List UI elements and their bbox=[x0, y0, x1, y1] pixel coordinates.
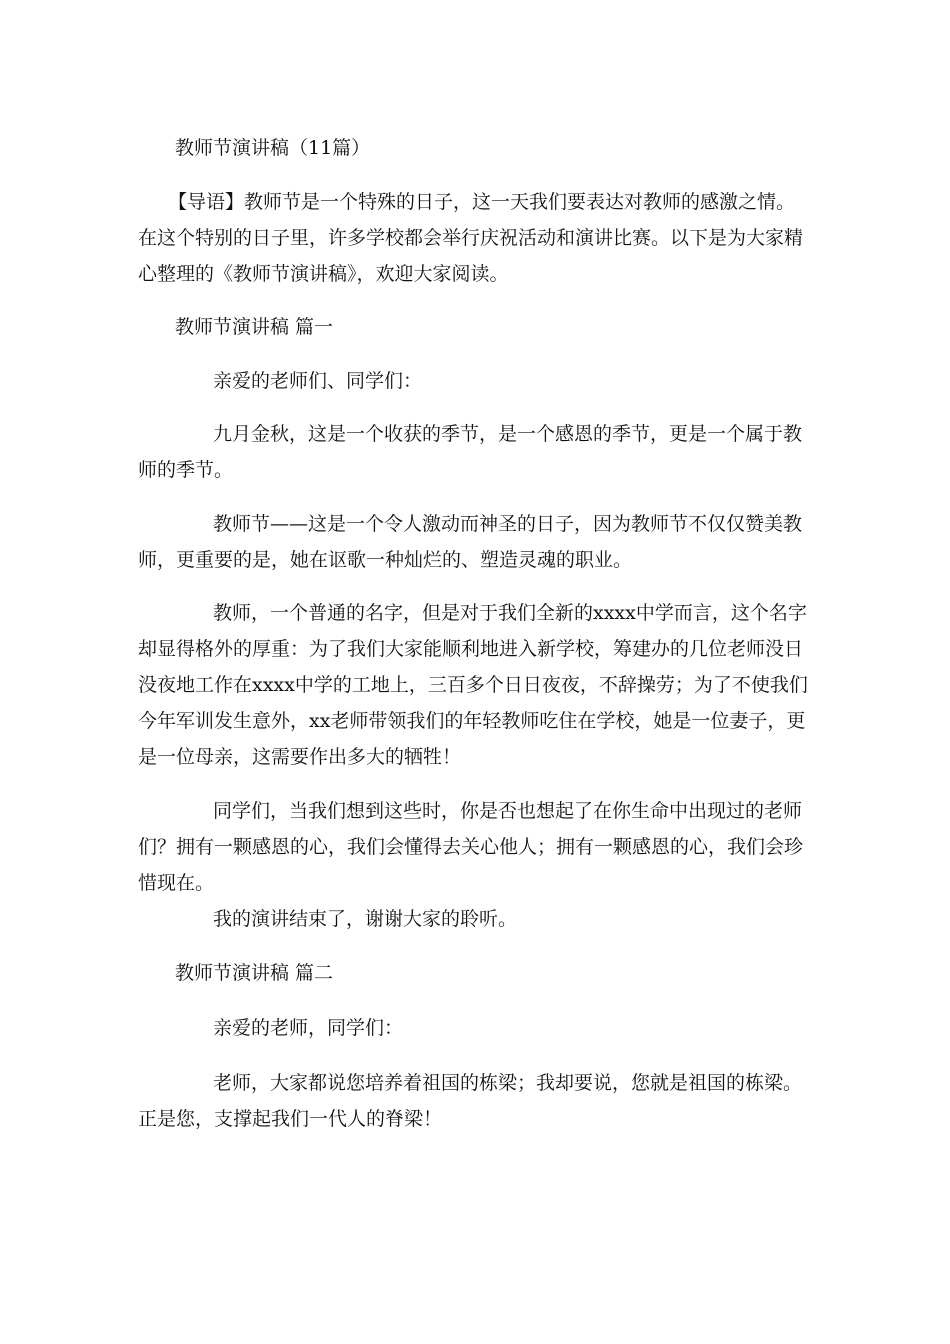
paragraph-line: 师，更重要的是，她在讴歌一种灿烂的、塑造灵魂的职业。 bbox=[138, 549, 633, 571]
paragraph-line: 教师节——这是一个令人激动而神圣的日子，因为教师节不仅仅赞美教 bbox=[213, 513, 803, 535]
paragraph-line: 老师，大家都说您培养着祖国的栋梁；我却要说，您就是祖国的栋梁。 bbox=[213, 1072, 803, 1094]
paragraph-line: 正是您，支撑起我们一代人的脊梁！ bbox=[138, 1108, 443, 1130]
document-title: 教师节演讲稿（11篇） bbox=[175, 137, 371, 159]
paragraph-line: 没夜地工作在xxxx中学的工地上，三百多个日日夜夜，不辞操劳；为了不使我们 bbox=[138, 674, 808, 696]
paragraph-line: 师的季节。 bbox=[138, 459, 234, 481]
paragraph-line: 同学们，当我们想到这些时，你是否也想起了在你生命中出现过的老师 bbox=[213, 800, 803, 822]
section-heading: 教师节演讲稿 篇一 bbox=[175, 316, 334, 338]
speech-greeting: 亲爱的老师们、同学们： bbox=[213, 370, 423, 392]
section-heading: 教师节演讲稿 篇二 bbox=[175, 962, 334, 984]
intro-line: 心整理的《教师节演讲稿》，欢迎大家阅读。 bbox=[138, 263, 509, 285]
paragraph-line: 教师，一个普通的名字，但是对于我们全新的xxxx中学而言，这个名字 bbox=[213, 602, 807, 624]
intro-line: 在这个特别的日子里，许多学校都会举行庆祝活动和演讲比赛。以下是为大家精 bbox=[138, 227, 804, 249]
paragraph-line: 们？拥有一颗感恩的心，我们会懂得去关心他人；拥有一颗感恩的心，我们会珍 bbox=[138, 836, 804, 858]
speech-closing: 我的演讲结束了，谢谢大家的聆听。 bbox=[213, 908, 518, 930]
paragraph-line: 今年军训发生意外，xx老师带领我们的年轻教师吃住在学校，她是一位妻子，更 bbox=[138, 710, 806, 732]
paragraph-line: 九月金秋，这是一个收获的季节，是一个感恩的季节，更是一个属于教 bbox=[213, 423, 803, 445]
speech-greeting: 亲爱的老师，同学们： bbox=[213, 1017, 404, 1039]
paragraph-line: 却显得格外的厚重：为了我们大家能顺利地进入新学校，筹建办的几位老师没日 bbox=[138, 638, 804, 660]
paragraph-line: 惜现在。 bbox=[138, 872, 215, 894]
paragraph-line: 是一位母亲，这需要作出多大的牺牲！ bbox=[138, 746, 462, 768]
intro-line: 【导语】教师节是一个特殊的日子，这一天我们要表达对教师的感激之情。 bbox=[168, 191, 796, 213]
